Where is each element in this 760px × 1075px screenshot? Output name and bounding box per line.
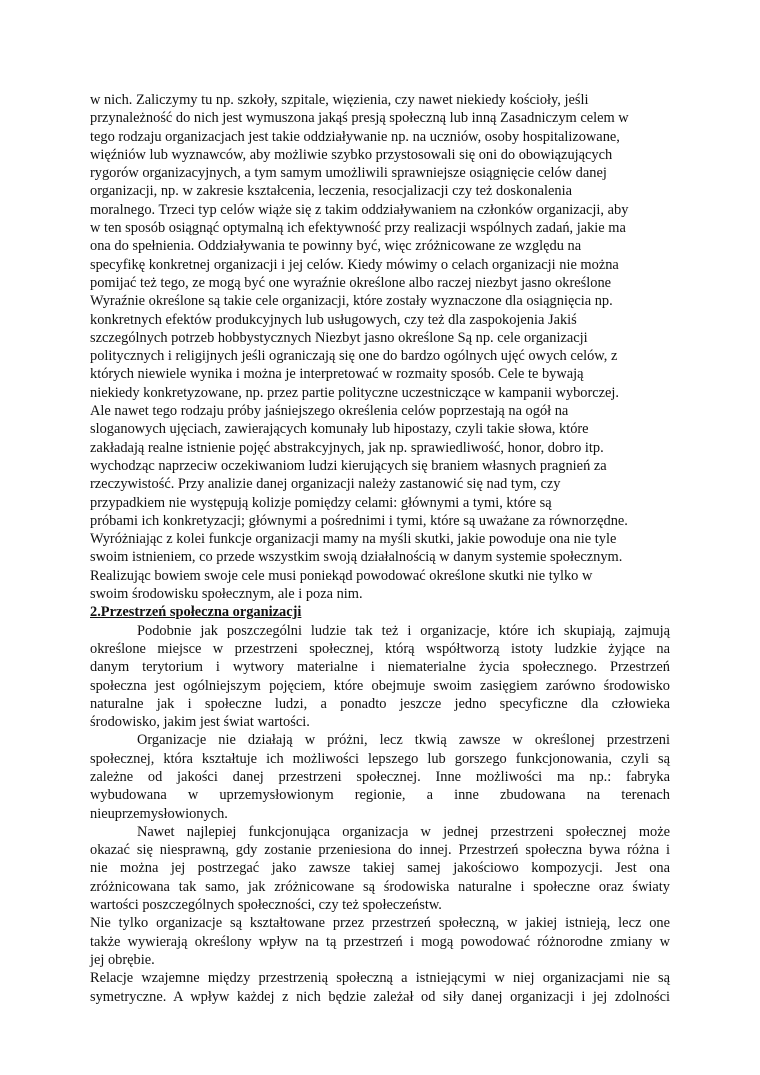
text-line: rygorów organizacyjnych, a tym samym umożliwili sprawniejsze osiągnięcie celów danej [90, 165, 607, 182]
text-line: politycznych i religijnych jeśli ograniczają się one do bardzo ogólnych ujęć owych celów, z [90, 348, 618, 365]
text-line: zróżnicowana tak samo, jak zróżnicowane są środowiska naturalne i społeczne oraz światy [90, 878, 670, 895]
text-line: zależne od jakości danej przestrzeni społecznej. Inne możliwości ma np.: fabryka [90, 768, 670, 785]
text-line: w nich. Zaliczymy tu np. szkoły, szpitale, więzienia, czy nawet niekiedy kościoły, jeśli [90, 92, 589, 108]
text-line: swoim istnieniem, co przede wszystkim swoją działalnością w danym systemie społecznym. [90, 549, 623, 566]
text-line: w ten sposób osiągnąć optymalną ich efektywność przy realizacji wspólnych zadań, jakie ma [90, 220, 626, 237]
text-line: także wywierają określony wpływ na tą przestrzeń i mogą powodować różnorodne zmiany w [90, 933, 670, 950]
text-line: rzeczywistość. Przy analizie danej organizacji należy zastanowić się nad tym, czy [90, 476, 561, 493]
text-line: więźniów lub wyznawców, aby możliwie szybko przystosowali się oni do obowiązujących [90, 146, 613, 163]
document-page [90, 91, 670, 1006]
text-line: przynależność do nich jest wymuszona jakąś presją społeczną lub inną Zasadniczym celem w [90, 110, 629, 127]
text-line: Nawet najlepiej funkcjonująca organizacja w jednej przestrzeni społecznej może [137, 823, 670, 840]
text-line: niekiedy konkretyzowane, np. przez partie polityczne uczestniczące w kampanii wyborczej. [90, 384, 620, 401]
text-line: Relacje wzajemne między przestrzenią społeczną a istniejącymi w niej organizacjami nie są [90, 970, 670, 987]
text-line: Organizacje nie działają w próżni, lecz tkwią zawsze w określonej przestrzeni [137, 732, 670, 749]
text-line: Nie tylko organizacje są kształtowane przez przestrzeń społeczną, w jakiej istnieją, lecz one [90, 915, 670, 932]
text-line: Realizując bowiem swoje cele musi poniekąd powodować określone skutki nie tylko w [90, 567, 593, 584]
text-line: pomijać też tego, ze mogą być one wyraźnie określone albo raczej niezbyt jasno określone [90, 274, 612, 291]
text-line: moralnego. Trzeci typ celów wiąże się z takim oddziaływaniem na członków organizacji, aby [90, 201, 629, 218]
intro-paragraph [90, 91, 670, 603]
paragraph-1 [90, 622, 670, 732]
text-line: wychodząc naprzeciw oczekiwaniom ludzi kierujących się braniem własnych pragnień za [90, 457, 607, 474]
text-line: próbami ich konkretyzacji; głównymi a pośrednimi i tymi, które są uważane za równorzędne. [90, 512, 628, 529]
text-line: okazać się niesprawną, gdy zostanie przeniesiona do innej. Przestrzeń społeczna bywa różna i [90, 842, 670, 859]
text-line: jej obrębie. [90, 951, 155, 968]
text-line: nie można jej postrzegać jako zawsze takiej samej jakościowo kompozycji. Jest ona [90, 860, 670, 877]
text-line: Wyróżniając z kolei funkcje organizacji mamy na myśli skutki, jakie powoduje ona nie tyle [90, 531, 617, 548]
text-line: społecznej, która kształtuje ich możliwości lepszego lub gorszego funkcjonowania, czyli są [90, 750, 670, 767]
section-heading-wrap [90, 603, 670, 621]
text-line: ona do spełnienia. Oddziaływania te powinny być, więc zróżnicowane ze względu na [90, 238, 582, 255]
text-line: określone miejsce w przestrzeni społecznej, którą współtworzą istoty ludzkie żyjące na [90, 640, 670, 657]
text-line: symetryczne. A wpływ każdej z nich będzie zależał od siły danej organizacji i jej zdolności [90, 988, 670, 1005]
text-line: specyfikę konkretnej organizacji i jej celów. Kiedy mówimy o celach organizacji nie można [90, 256, 619, 273]
text-line: wartości poszczególnych społeczności, czy też społeczeństw. [90, 897, 442, 914]
text-line: środowisko, jakim jest świat wartości. [90, 714, 310, 731]
text-line: Wyraźnie określone są takie cele organizacji, które zostały wyznaczone dla osiągnięcia np. [90, 293, 613, 310]
paragraph-3 [90, 823, 670, 914]
text-line: zakładają realne istnienie pojęć abstrakcyjnych, jak np. sprawiedliwość, honor, dobro itp. [90, 439, 604, 456]
text-line: swoim środowisku społecznym, ale i poza nim. [90, 586, 363, 603]
text-line: tego rodzaju organizacjach jest takie oddziaływanie np. na uczniów, osoby hospitalizowane, [90, 128, 620, 145]
text-line: szczególnych potrzeb hobbystycznych Niezbyt jasno określone Są np. cele organizacji [90, 329, 588, 346]
text-line: wybudowana w uprzemysłowionym regionie, a inne zbudowana na terenach [90, 787, 670, 804]
text-line: Ale nawet tego rodzaju próby jaśniejszego określenia celów poprzestają na ogół na [90, 403, 569, 420]
text-line: konkretnych efektów produkcyjnych lub usługowych, czy też dla zaspokojenia Jakiś [90, 311, 577, 328]
text-line: danym terytorium i wytwory materialne i niematerialne życia społecznego. Przestrzeń [90, 659, 670, 676]
paragraph-2 [90, 731, 670, 822]
text-line: Podobnie jak poszczególni ludzie tak też i organizacje, które ich skupiają, zajmują [137, 622, 670, 639]
section-heading: 2.Przestrzeń społeczna organizacji [90, 604, 302, 621]
text-line: przypadkiem nie występują kolizje pomiędzy celami: głównymi a tymi, które są [90, 494, 552, 511]
text-line: których niewiele wynika i można je interpretować w rozmaity sposób. Cele te bywają [90, 366, 584, 383]
text-line: nieuprzemysłowionych. [90, 805, 228, 822]
text-line: sloganowych ujęciach, zawierających komunały lub hipostazy, czyli takie słowa, które [90, 421, 589, 438]
text-line: społeczna jest ogólniejszym pojęciem, które obejmuje swoim zasięgiem zarówno środowisko [90, 677, 670, 694]
text-line: organizacji, np. w zakresie kształcenia, leczenia, resocjalizacji czy też doskonalenia [90, 183, 572, 200]
paragraph-4 [90, 914, 670, 969]
text-line: naturalne jak i społeczne ludzi, a ponadto jeszcze jedno specyficzne dla człowieka [90, 695, 670, 712]
paragraph-5 [90, 969, 670, 1006]
